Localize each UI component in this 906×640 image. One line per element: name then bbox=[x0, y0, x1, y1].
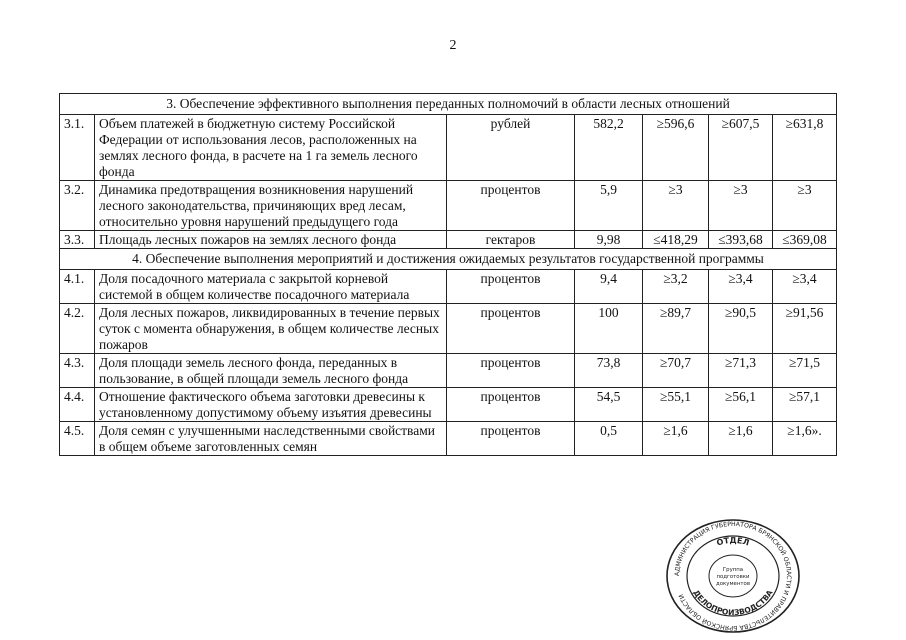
value-cell: ≥3 bbox=[709, 181, 773, 231]
section-header-row bbox=[60, 94, 837, 115]
row-number: 3.1. bbox=[60, 115, 95, 181]
value-cell: ≥91,56 bbox=[773, 304, 837, 354]
table-row bbox=[60, 304, 837, 354]
value-cell: ≥71,5 bbox=[773, 354, 837, 388]
row-number: 4.1. bbox=[60, 270, 95, 304]
value-cell: 5,9 bbox=[575, 181, 643, 231]
section-header-row bbox=[60, 249, 837, 270]
table-row bbox=[60, 181, 837, 231]
unit-cell: гектаров bbox=[447, 231, 575, 249]
table-row bbox=[60, 422, 837, 456]
value-cell: ≥631,8 bbox=[773, 115, 837, 181]
value-cell: ≥3 bbox=[643, 181, 709, 231]
unit-cell: процентов bbox=[447, 422, 575, 456]
value-cell: ≥57,1 bbox=[773, 388, 837, 422]
table-row bbox=[60, 231, 837, 249]
table-row bbox=[60, 270, 837, 304]
row-number: 4.3. bbox=[60, 354, 95, 388]
value-cell: ≥71,3 bbox=[709, 354, 773, 388]
indicator-name: Динамика предотвращения возникновения нарушений лесного законодательства, причиняющих вред лесам, относительно уровня нарушений предыдущего года bbox=[95, 181, 447, 231]
indicator-name: Доля лесных пожаров, ликвидированных в течение первых суток с момента обнаружения, в общем количестве лесных пожаров bbox=[95, 304, 447, 354]
value-cell: ≤418,29 bbox=[643, 231, 709, 249]
indicators-table bbox=[59, 93, 837, 456]
svg-text:ДЕЛОПРОИЗВОДСТВА bbox=[691, 588, 774, 617]
indicator-name: Объем платежей в бюджетную систему Российской Федерации от использования лесов, расположенных на землях лесного фонда, в расчете на 1 га земель лесного фонда bbox=[95, 115, 447, 181]
value-cell: 73,8 bbox=[575, 354, 643, 388]
row-number: 3.2. bbox=[60, 181, 95, 231]
indicator-name: Доля площади земель лесного фонда, переданных в пользование, в общей площади земель лесного фонда bbox=[95, 354, 447, 388]
section-title: 4. Обеспечение выполнения мероприятий и достижения ожидаемых результатов государственной программы bbox=[60, 249, 837, 270]
value-cell: 54,5 bbox=[575, 388, 643, 422]
indicator-name: Отношение фактического объема заготовки древесины к установленному допустимому объему изъятия древесины bbox=[95, 388, 447, 422]
value-cell: ≥607,5 bbox=[709, 115, 773, 181]
unit-cell: процентов bbox=[447, 388, 575, 422]
value-cell: ≥1,6». bbox=[773, 422, 837, 456]
value-cell: ≥3,4 bbox=[773, 270, 837, 304]
value-cell: 0,5 bbox=[575, 422, 643, 456]
unit-cell: рублей bbox=[447, 115, 575, 181]
page-number: 2 bbox=[449, 38, 457, 53]
stamp-center-line-3: документов bbox=[716, 581, 750, 587]
value-cell: ≥89,7 bbox=[643, 304, 709, 354]
value-cell: ≥1,6 bbox=[709, 422, 773, 456]
unit-cell: процентов bbox=[447, 304, 575, 354]
value-cell: 9,4 bbox=[575, 270, 643, 304]
value-cell: ≥3 bbox=[773, 181, 837, 231]
table-row bbox=[60, 354, 837, 388]
stamp-dept-bottom: ДЕЛОПРОИЗВОДСТВА bbox=[691, 588, 775, 618]
row-number: 4.5. bbox=[60, 422, 95, 456]
stamp-dept-top: ОТДЕЛ bbox=[715, 535, 751, 548]
value-cell: ≤369,08 bbox=[773, 231, 837, 249]
unit-cell: процентов bbox=[447, 181, 575, 231]
row-number: 3.3. bbox=[60, 231, 95, 249]
value-cell: ≥3,4 bbox=[709, 270, 773, 304]
table-row bbox=[60, 388, 837, 422]
value-cell: ≤393,68 bbox=[709, 231, 773, 249]
stamp-center-line-1: Группа bbox=[722, 567, 744, 573]
stamp-center-line-2: подготовки bbox=[716, 574, 750, 580]
value-cell: ≥1,6 bbox=[643, 422, 709, 456]
value-cell: ≥90,5 bbox=[709, 304, 773, 354]
value-cell: 100 bbox=[575, 304, 643, 354]
indicator-name: Площадь лесных пожаров на землях лесного фонда bbox=[95, 231, 447, 249]
unit-cell: процентов bbox=[447, 354, 575, 388]
unit-cell: процентов bbox=[447, 270, 575, 304]
value-cell: ≥3,2 bbox=[643, 270, 709, 304]
row-number: 4.4. bbox=[60, 388, 95, 422]
value-cell: ≥70,7 bbox=[643, 354, 709, 388]
value-cell: 9,98 bbox=[575, 231, 643, 249]
value-cell: ≥596,6 bbox=[643, 115, 709, 181]
svg-text:ОТДЕЛ bbox=[716, 536, 751, 548]
department-stamp bbox=[663, 517, 803, 635]
stamp-ring-text: АДМИНИСТРАЦИЯ ГУБЕРНАТОРА БРЯНСКОЙ ОБЛАСТИ И ПРАВИТЕЛЬСТВА БРЯНСКОЙ ОБЛАСТИ bbox=[673, 520, 793, 632]
value-cell: ≥56,1 bbox=[709, 388, 773, 422]
table-row bbox=[60, 115, 837, 181]
value-cell: 582,2 bbox=[575, 115, 643, 181]
section-title: 3. Обеспечение эффективного выполнения переданных полномочий в области лесных отношений bbox=[60, 94, 837, 115]
indicator-name: Доля семян с улучшенными наследственными свойствами в общем объеме заготовленных семян bbox=[95, 422, 447, 456]
value-cell: ≥55,1 bbox=[643, 388, 709, 422]
indicator-name: Доля посадочного материала с закрытой корневой системой в общем количестве посадочного материала bbox=[95, 270, 447, 304]
row-number: 4.2. bbox=[60, 304, 95, 354]
